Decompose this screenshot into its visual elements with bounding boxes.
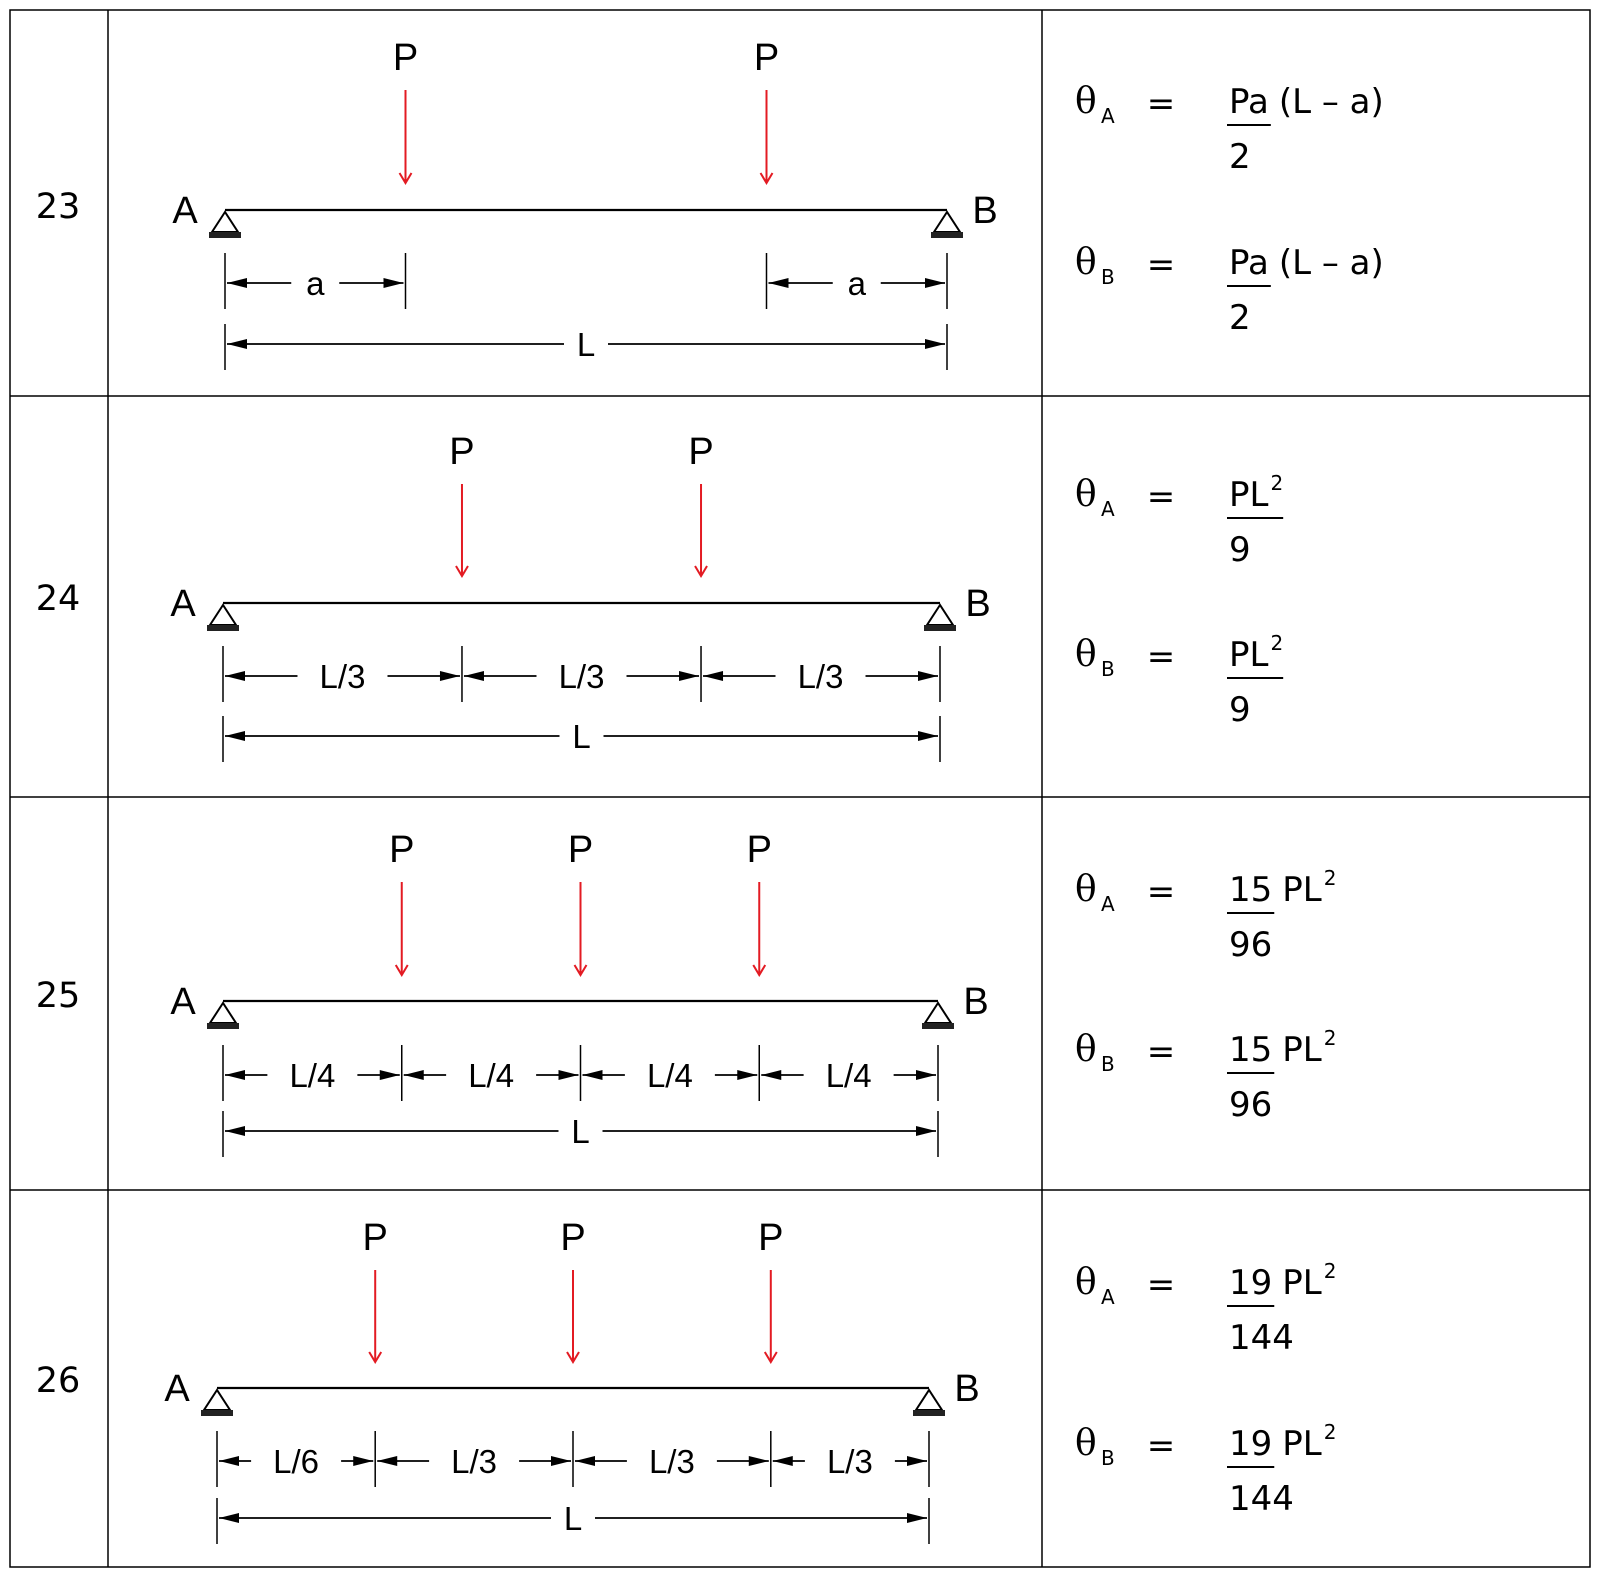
segment-dimension xyxy=(219,1443,373,1480)
dimension-arrowhead xyxy=(918,671,938,681)
numerator: 15 xyxy=(1229,1030,1273,1070)
denominator: 9 xyxy=(1229,530,1251,570)
theta-symbol: θ xyxy=(1075,81,1097,122)
support-label-b: B xyxy=(965,583,991,625)
case-row-26 xyxy=(36,1217,1337,1544)
load-label: P xyxy=(688,431,714,473)
dimension-label: L/6 xyxy=(273,1443,320,1480)
denominator: 2 xyxy=(1229,137,1251,177)
support-triangle xyxy=(210,1003,236,1023)
support-ground-hatch xyxy=(931,232,963,238)
pin-support xyxy=(207,1003,239,1029)
numerator: 19 xyxy=(1229,1424,1273,1464)
dimension-label: L/3 xyxy=(648,1443,695,1480)
segment-dimension xyxy=(225,658,460,695)
dimension-arrowhead xyxy=(925,278,945,288)
dimension-arrowhead xyxy=(384,278,404,288)
dimension-label: L xyxy=(571,1113,590,1150)
load-label: P xyxy=(758,1217,784,1259)
dimension-label: L/3 xyxy=(826,1443,873,1480)
theta-symbol: θ xyxy=(1075,869,1097,910)
point-load xyxy=(449,431,474,576)
support-label-b: B xyxy=(963,981,989,1023)
support-triangle xyxy=(212,212,238,232)
support-label-a: A xyxy=(170,583,196,625)
segment-dimension xyxy=(404,1057,579,1094)
dimension-arrowhead xyxy=(575,1456,595,1466)
exponent: 2 xyxy=(1323,866,1337,890)
beam-diagram xyxy=(170,431,990,762)
pin-support xyxy=(207,605,239,631)
beam-diagram xyxy=(164,1217,979,1544)
dimension-label: L/3 xyxy=(451,1443,498,1480)
exponent: 2 xyxy=(1323,1026,1337,1050)
load-label: P xyxy=(560,1217,586,1259)
denominator: 2 xyxy=(1229,298,1251,338)
dimension-arrowhead xyxy=(916,1070,936,1080)
exponent: 2 xyxy=(1323,1259,1337,1283)
segment-dimension xyxy=(575,1443,769,1480)
support-label-a: A xyxy=(172,190,198,232)
dimension-label: L xyxy=(576,326,596,363)
dimension-arrowhead xyxy=(769,278,789,288)
dimension-arrowhead xyxy=(225,731,245,741)
equals-sign: = xyxy=(1146,1426,1176,1466)
segment-dimension xyxy=(761,1057,936,1094)
span-dimension xyxy=(219,1500,927,1537)
pin-support xyxy=(924,605,956,631)
slope-formula-a xyxy=(1075,471,1283,570)
dimension-arrowhead xyxy=(404,1070,424,1080)
beam-diagram xyxy=(170,829,988,1157)
point-load xyxy=(758,1217,783,1362)
case-row-24 xyxy=(36,431,1283,762)
dimension-arrowhead xyxy=(703,671,723,681)
numerator: 19 xyxy=(1229,1263,1273,1303)
point-load xyxy=(389,829,414,975)
point-load xyxy=(688,431,713,576)
pin-support xyxy=(209,212,241,238)
support-label-b: B xyxy=(954,1368,980,1410)
support-ground-hatch xyxy=(913,1410,945,1416)
support-label-b: B xyxy=(972,190,998,232)
segment-dimension xyxy=(225,1057,400,1094)
denominator: 96 xyxy=(1229,1085,1273,1125)
support-ground-hatch xyxy=(207,1023,239,1029)
dimension-arrowhead xyxy=(916,1126,936,1136)
slope-formula-b xyxy=(1075,1420,1336,1519)
denominator: 9 xyxy=(1229,690,1251,730)
slope-formulas xyxy=(1075,81,1384,338)
numerator: PL xyxy=(1229,635,1269,675)
theta-symbol: θ xyxy=(1075,634,1097,675)
slope-formulas xyxy=(1075,1259,1336,1519)
point-load xyxy=(568,829,593,975)
numerator: 15 xyxy=(1229,870,1273,910)
numerator-tail: (L – a) xyxy=(1278,82,1384,122)
load-label: P xyxy=(753,37,780,79)
span-dimension xyxy=(227,326,945,363)
dimension-arrowhead xyxy=(380,1070,400,1080)
dimension-arrowhead xyxy=(219,1513,239,1523)
theta-symbol: θ xyxy=(1075,1262,1097,1303)
exponent: 2 xyxy=(1323,1420,1337,1444)
dimension-arrowhead xyxy=(559,1070,579,1080)
dimension-arrowhead xyxy=(737,1070,757,1080)
segment-dimension xyxy=(227,265,404,302)
support-triangle xyxy=(204,1390,230,1410)
segment-dimension xyxy=(703,658,938,695)
slope-formula-a xyxy=(1075,81,1384,177)
slope-formula-a xyxy=(1075,866,1336,965)
dimension-arrowhead xyxy=(227,278,247,288)
load-label: P xyxy=(389,829,415,871)
dimension-arrowhead xyxy=(464,671,484,681)
dimension-arrowhead xyxy=(679,671,699,681)
support-label-a: A xyxy=(164,1368,190,1410)
dimension-arrowhead xyxy=(353,1456,373,1466)
theta-symbol: θ xyxy=(1075,1029,1097,1070)
support-ground-hatch xyxy=(924,625,956,631)
point-load xyxy=(754,37,779,183)
point-load xyxy=(393,37,418,183)
case-number: 26 xyxy=(35,1361,81,1401)
dimension-label: L/4 xyxy=(289,1057,336,1094)
support-triangle xyxy=(934,212,960,232)
case-number: 24 xyxy=(35,579,81,619)
numerator: Pa xyxy=(1229,243,1269,283)
support-triangle xyxy=(927,605,953,625)
slope-formulas xyxy=(1075,471,1283,730)
point-load xyxy=(560,1217,585,1362)
dimension-arrowhead xyxy=(749,1456,769,1466)
dimension-label: L/4 xyxy=(646,1057,693,1094)
dimension-arrowhead xyxy=(225,1070,245,1080)
slope-formulas xyxy=(1075,866,1336,1125)
equals-sign: = xyxy=(1146,1032,1176,1072)
dimension-arrowhead xyxy=(918,731,938,741)
span-dimension xyxy=(225,718,938,755)
support-triangle xyxy=(916,1390,942,1410)
load-label: P xyxy=(362,1217,388,1259)
support-triangle xyxy=(925,1003,951,1023)
dimension-arrowhead xyxy=(761,1070,781,1080)
dimension-label: a xyxy=(847,265,866,302)
segment-dimension xyxy=(769,265,946,302)
case-row-25 xyxy=(36,829,1337,1157)
dimension-label: L/3 xyxy=(558,658,605,695)
numerator: PL xyxy=(1229,475,1269,515)
equals-sign: = xyxy=(1146,1265,1176,1305)
denominator: 144 xyxy=(1229,1318,1294,1358)
equals-sign: = xyxy=(1146,245,1176,285)
dimension-label: L/4 xyxy=(468,1057,515,1094)
numerator-tail: PL xyxy=(1282,1424,1322,1464)
dimension-arrowhead xyxy=(907,1513,927,1523)
support-ground-hatch xyxy=(207,625,239,631)
dimension-label: L/3 xyxy=(797,658,844,695)
denominator: 144 xyxy=(1229,1479,1294,1519)
numerator-tail: PL xyxy=(1282,1030,1322,1070)
numerator-tail: (L – a) xyxy=(1278,243,1384,283)
point-load xyxy=(747,829,772,975)
segment-dimension xyxy=(377,1443,571,1480)
dimension-arrowhead xyxy=(907,1456,927,1466)
equals-sign: = xyxy=(1146,872,1176,912)
dimension-arrowhead xyxy=(773,1456,793,1466)
support-ground-hatch xyxy=(922,1023,954,1029)
theta-symbol: θ xyxy=(1075,242,1097,283)
dimension-arrowhead xyxy=(925,339,945,349)
denominator: 96 xyxy=(1229,925,1273,965)
dimension-arrowhead xyxy=(219,1456,239,1466)
equals-sign: = xyxy=(1146,477,1176,517)
dimension-arrowhead xyxy=(551,1456,571,1466)
numerator: Pa xyxy=(1229,82,1269,122)
support-label-a: A xyxy=(170,981,196,1023)
beam-diagram xyxy=(172,37,997,370)
dimension-arrowhead xyxy=(225,671,245,681)
slope-formula-a xyxy=(1075,1259,1336,1358)
exponent: 2 xyxy=(1270,631,1284,655)
dimension-arrowhead xyxy=(440,671,460,681)
theta-subscript: A xyxy=(1101,1285,1115,1309)
segment-dimension xyxy=(773,1443,927,1480)
slope-formula-b xyxy=(1075,631,1283,730)
equals-sign: = xyxy=(1146,84,1176,124)
dimension-arrowhead xyxy=(583,1070,603,1080)
case-number: 23 xyxy=(35,187,81,227)
dimension-arrowhead xyxy=(227,339,247,349)
dimension-label: a xyxy=(306,265,325,302)
dimension-label: L xyxy=(572,718,591,755)
segment-dimension xyxy=(464,658,699,695)
theta-subscript: B xyxy=(1101,657,1115,681)
segment-dimension xyxy=(583,1057,758,1094)
pin-support xyxy=(931,212,963,238)
case-number: 25 xyxy=(35,976,81,1016)
pin-support xyxy=(913,1390,945,1416)
dimension-label: L xyxy=(563,1500,583,1537)
support-ground-hatch xyxy=(209,232,241,238)
support-triangle xyxy=(210,605,236,625)
load-label: P xyxy=(567,829,594,871)
slope-formula-b xyxy=(1075,242,1384,338)
theta-subscript: A xyxy=(1101,104,1115,128)
pin-support xyxy=(922,1003,954,1029)
slope-formula-b xyxy=(1075,1026,1336,1125)
theta-subscript: B xyxy=(1101,1446,1115,1470)
dimension-arrowhead xyxy=(377,1456,397,1466)
theta-subscript: B xyxy=(1101,265,1115,289)
theta-symbol: θ xyxy=(1075,474,1097,515)
point-load xyxy=(363,1217,388,1362)
dimension-label: L/4 xyxy=(825,1057,872,1094)
span-dimension xyxy=(225,1113,936,1150)
load-label: P xyxy=(392,37,419,79)
support-ground-hatch xyxy=(201,1410,233,1416)
exponent: 2 xyxy=(1270,471,1284,495)
theta-symbol: θ xyxy=(1075,1423,1097,1464)
theta-subscript: A xyxy=(1101,892,1115,916)
theta-subscript: A xyxy=(1101,497,1115,521)
dimension-arrowhead xyxy=(225,1126,245,1136)
load-label: P xyxy=(449,431,475,473)
case-row-23 xyxy=(36,37,1384,370)
equals-sign: = xyxy=(1146,637,1176,677)
load-label: P xyxy=(746,829,772,871)
pin-support xyxy=(201,1390,233,1416)
numerator-tail: PL xyxy=(1282,870,1322,910)
dimension-label: L/3 xyxy=(319,658,366,695)
numerator-tail: PL xyxy=(1282,1263,1322,1303)
theta-subscript: B xyxy=(1101,1052,1115,1076)
